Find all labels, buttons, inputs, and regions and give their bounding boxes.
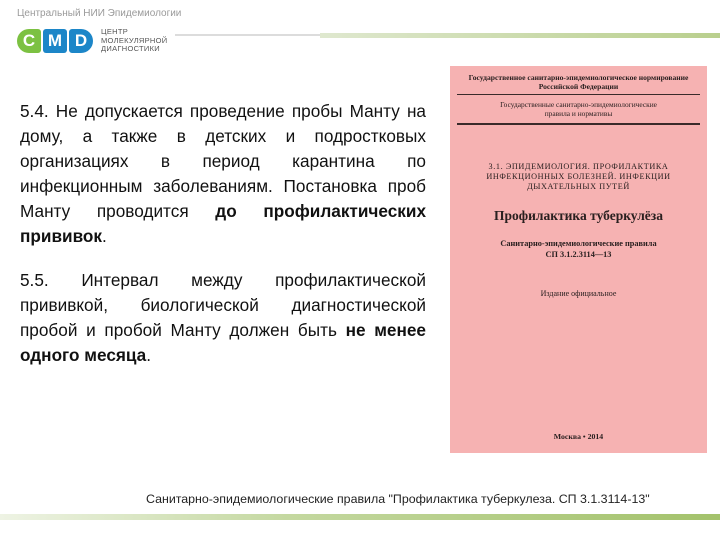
footer-rule [0, 514, 720, 520]
cover-section-line-1: 3.1. ЭПИДЕМИОЛОГИЯ. ПРОФИЛАКТИКА [488, 162, 669, 171]
cover-agency [450, 73, 707, 91]
paragraph-5-4 [20, 99, 426, 249]
logo-text-line-1: ЦЕНТР [101, 27, 129, 36]
cover-rules-line-1: Санитарно-эпидемиологические правила [500, 239, 657, 248]
logo [17, 28, 167, 54]
paragraph-5-5-text: 5.5. Интервал между профилактической прививкой, биологической диагностической пробой и пробой Манту должен быть [20, 270, 426, 340]
cover-agency-line-2: Российской Федерации [538, 82, 619, 91]
cover-rules [450, 239, 707, 260]
cover-divider-2 [457, 123, 700, 125]
cover-divider-1 [457, 94, 700, 95]
logo-letter-d: D [69, 29, 93, 53]
cover-section-line-2: ИНФЕКЦИОННЫХ БОЛЕЗНЕЙ. ИНФЕКЦИИ [486, 172, 671, 181]
cover-section-line-3: ДЫХАТЕЛЬНЫХ ПУТЕЙ [527, 182, 630, 191]
paragraph-5-5 [20, 268, 426, 368]
paragraph-5-5-tail: . [146, 345, 152, 365]
logo-text-line-3: ДИАГНОСТИКИ [101, 44, 160, 53]
header-rule-green [320, 33, 720, 38]
cover-regulation [450, 100, 707, 118]
paragraph-5-4-emphasis: до профилактических прививок [20, 201, 427, 246]
paragraph-5-4-text: 5.4. Не допускается проведение пробы Манту на дому, а также в детских и подростковых организациях в период карантина по инфекционным заболеваниям. Постановка проб Манту проводится [20, 101, 426, 221]
logo-text-line-2: МОЛЕКУЛЯРНОЙ [101, 35, 168, 45]
org-name: Центральный НИИ Эпидемиологии [17, 8, 182, 19]
cover-section [450, 162, 707, 192]
cover-title: Профилактика туберкулёза [494, 208, 663, 223]
logo-letter-c: C [17, 29, 41, 53]
document-cover-image [450, 66, 707, 453]
main-text [20, 99, 426, 368]
logo-letter-m: M [43, 29, 67, 53]
cover-city-year: Москва • 2014 [553, 432, 604, 441]
cover-regulation-line-1: Государственные санитарно-эпидемиологические [500, 100, 657, 109]
footer-caption: Санитарно-эпидемиологические правила "Профилактика туберкулеза. СП 3.1.3114-13" [146, 492, 650, 506]
cover-regulation-line-2: правила и нормативы [544, 109, 613, 118]
paragraph-5-4-tail: . [102, 226, 107, 246]
cover-rules-line-2: СП 3.1.2.3114—13 [545, 249, 612, 259]
logo-text [101, 28, 167, 54]
header-rule-gray [175, 34, 320, 36]
cover-edition: Издание официальное [540, 289, 617, 298]
paragraph-5-5-emphasis: не менее одного месяца [20, 320, 426, 365]
cover-agency-line-1: Государственное санитарно-эпидемиологическое нормирование [468, 73, 689, 82]
